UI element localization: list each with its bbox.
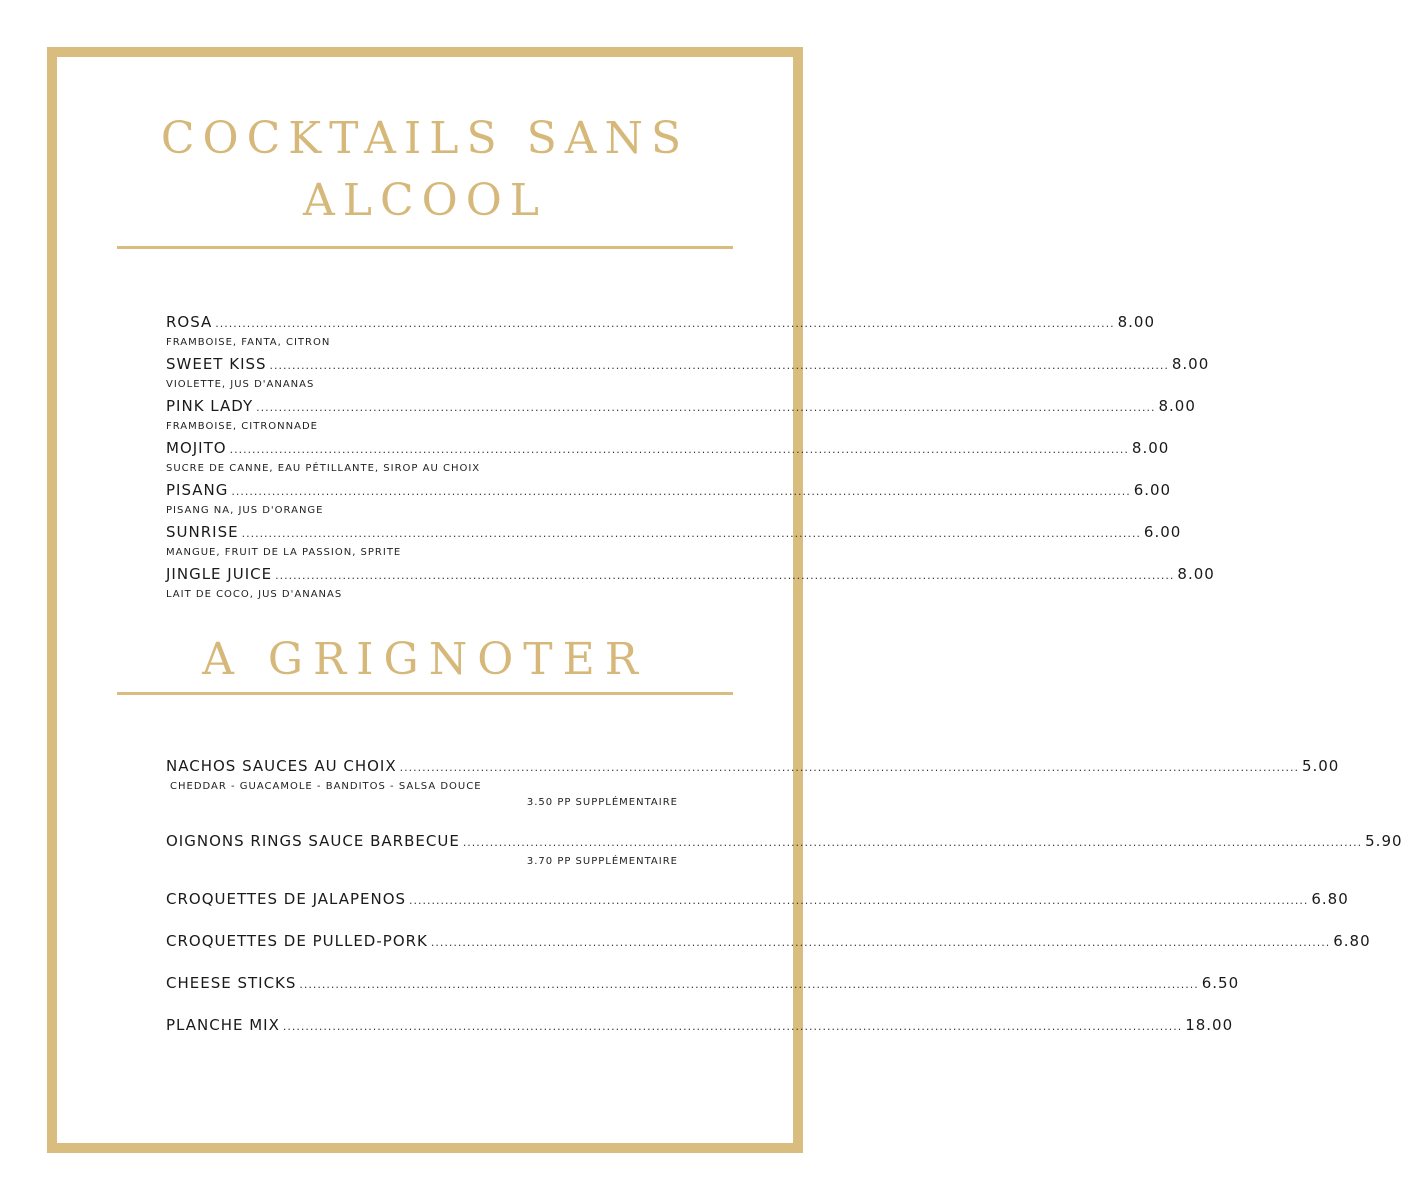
menu-item-nachos [166, 757, 1340, 775]
item-name: OIGNONS RINGS SAUCE BARBECUE [166, 832, 460, 850]
item-name: NACHOS SAUCES AU CHOIX [166, 757, 397, 775]
item-description: PISANG NA, JUS D'ORANGE [166, 505, 324, 516]
leader-dots: ........................................................................................................................................................................................................ [269, 359, 1169, 372]
item-description: SUCRE DE CANNE, EAU PÉTILLANTE, SIROP AU CHOIX [166, 463, 481, 474]
item-name: PINK LADY [166, 397, 254, 415]
snacks-divider [117, 692, 733, 695]
item-price: 8.00 [1117, 313, 1156, 331]
item-name: CROQUETTES DE PULLED-PORK [166, 932, 428, 950]
menu-item-sunrise [166, 523, 1182, 541]
leader-dots: ........................................................................................................................................................................................................ [430, 936, 1331, 949]
snacks-title: A GRIGNOTER [202, 634, 648, 685]
item-price: 5.90 [1365, 832, 1403, 850]
cocktails-divider [117, 246, 733, 249]
item-price: 6.80 [1311, 890, 1349, 908]
item-description: VIOLETTE, JUS D'ANANAS [166, 379, 315, 390]
menu-item-jalapenos [166, 890, 1349, 908]
menu-item-sweet-kiss [166, 355, 1210, 373]
item-price: 5.00 [1301, 757, 1340, 775]
supplement-note: 3.70 PP SUPPLÉMENTAIRE [526, 856, 678, 867]
item-name: ROSA [166, 313, 213, 331]
menu-item-pisang [166, 481, 1172, 499]
item-description: FRAMBOISE, CITRONNADE [166, 421, 318, 432]
item-description: LAIT DE COCO, JUS D'ANANAS [166, 589, 343, 600]
item-price: 8.00 [1131, 439, 1170, 457]
item-name: PISANG [166, 481, 229, 499]
item-price: 18.00 [1185, 1016, 1234, 1034]
item-description: CHEDDAR - GUACAMOLE - BANDITOS - SALSA DOUCE [170, 781, 482, 792]
leader-dots: ........................................................................................................................................................................................................ [215, 317, 1115, 330]
cocktails-title-line2: ALCOOL [302, 175, 548, 226]
menu-item-pink-lady [166, 397, 1196, 415]
leader-dots: ........................................................................................................................................................................................................ [231, 485, 1131, 498]
leader-dots: ........................................................................................................................................................................................................ [299, 978, 1199, 991]
menu-item-cheese-sticks [166, 974, 1240, 992]
menu-item-jingle-juice [166, 565, 1215, 583]
item-description: FRAMBOISE, FANTA, CITRON [166, 337, 331, 348]
leader-dots: ........................................................................................................................................................................................................ [229, 443, 1129, 456]
item-price: 8.00 [1158, 397, 1196, 415]
item-price: 6.80 [1333, 932, 1371, 950]
item-name: CHEESE STICKS [166, 974, 297, 992]
item-name: SWEET KISS [166, 355, 267, 373]
supplement-note: 3.50 PP SUPPLÉMENTAIRE [526, 797, 678, 808]
menu-item-pulled-pork [166, 932, 1371, 950]
item-price: 6.50 [1201, 974, 1240, 992]
leader-dots: ........................................................................................................................................................................................................ [282, 1020, 1183, 1033]
item-description: MANGUE, FRUIT DE LA PASSION, SPRITE [166, 547, 402, 558]
item-name: JINGLE JUICE [166, 565, 273, 583]
leader-dots: ........................................................................................................................................................................................................ [275, 569, 1175, 582]
leader-dots: ........................................................................................................................................................................................................ [409, 894, 1309, 907]
leader-dots: ........................................................................................................................................................................................................ [241, 527, 1141, 540]
menu-item-onion-rings [166, 832, 1403, 850]
item-name: PLANCHE MIX [166, 1016, 280, 1034]
item-name: MOJITO [166, 439, 227, 457]
menu-item-rosa [166, 313, 1156, 331]
leader-dots: ........................................................................................................................................................................................................ [462, 836, 1363, 849]
item-price: 6.00 [1143, 523, 1182, 541]
item-price: 8.00 [1171, 355, 1210, 373]
item-name: SUNRISE [166, 523, 239, 541]
leader-dots: ........................................................................................................................................................................................................ [399, 761, 1299, 774]
menu-item-planche-mix [166, 1016, 1234, 1034]
menu-item-mojito [166, 439, 1170, 457]
item-price: 8.00 [1177, 565, 1215, 583]
cocktails-title [0, 108, 850, 232]
item-name: CROQUETTES DE JALAPENOS [166, 890, 407, 908]
item-price: 6.00 [1133, 481, 1172, 499]
leader-dots: ........................................................................................................................................................................................................ [256, 401, 1156, 414]
cocktails-title-line1: COCKTAILS SANS [160, 113, 690, 164]
